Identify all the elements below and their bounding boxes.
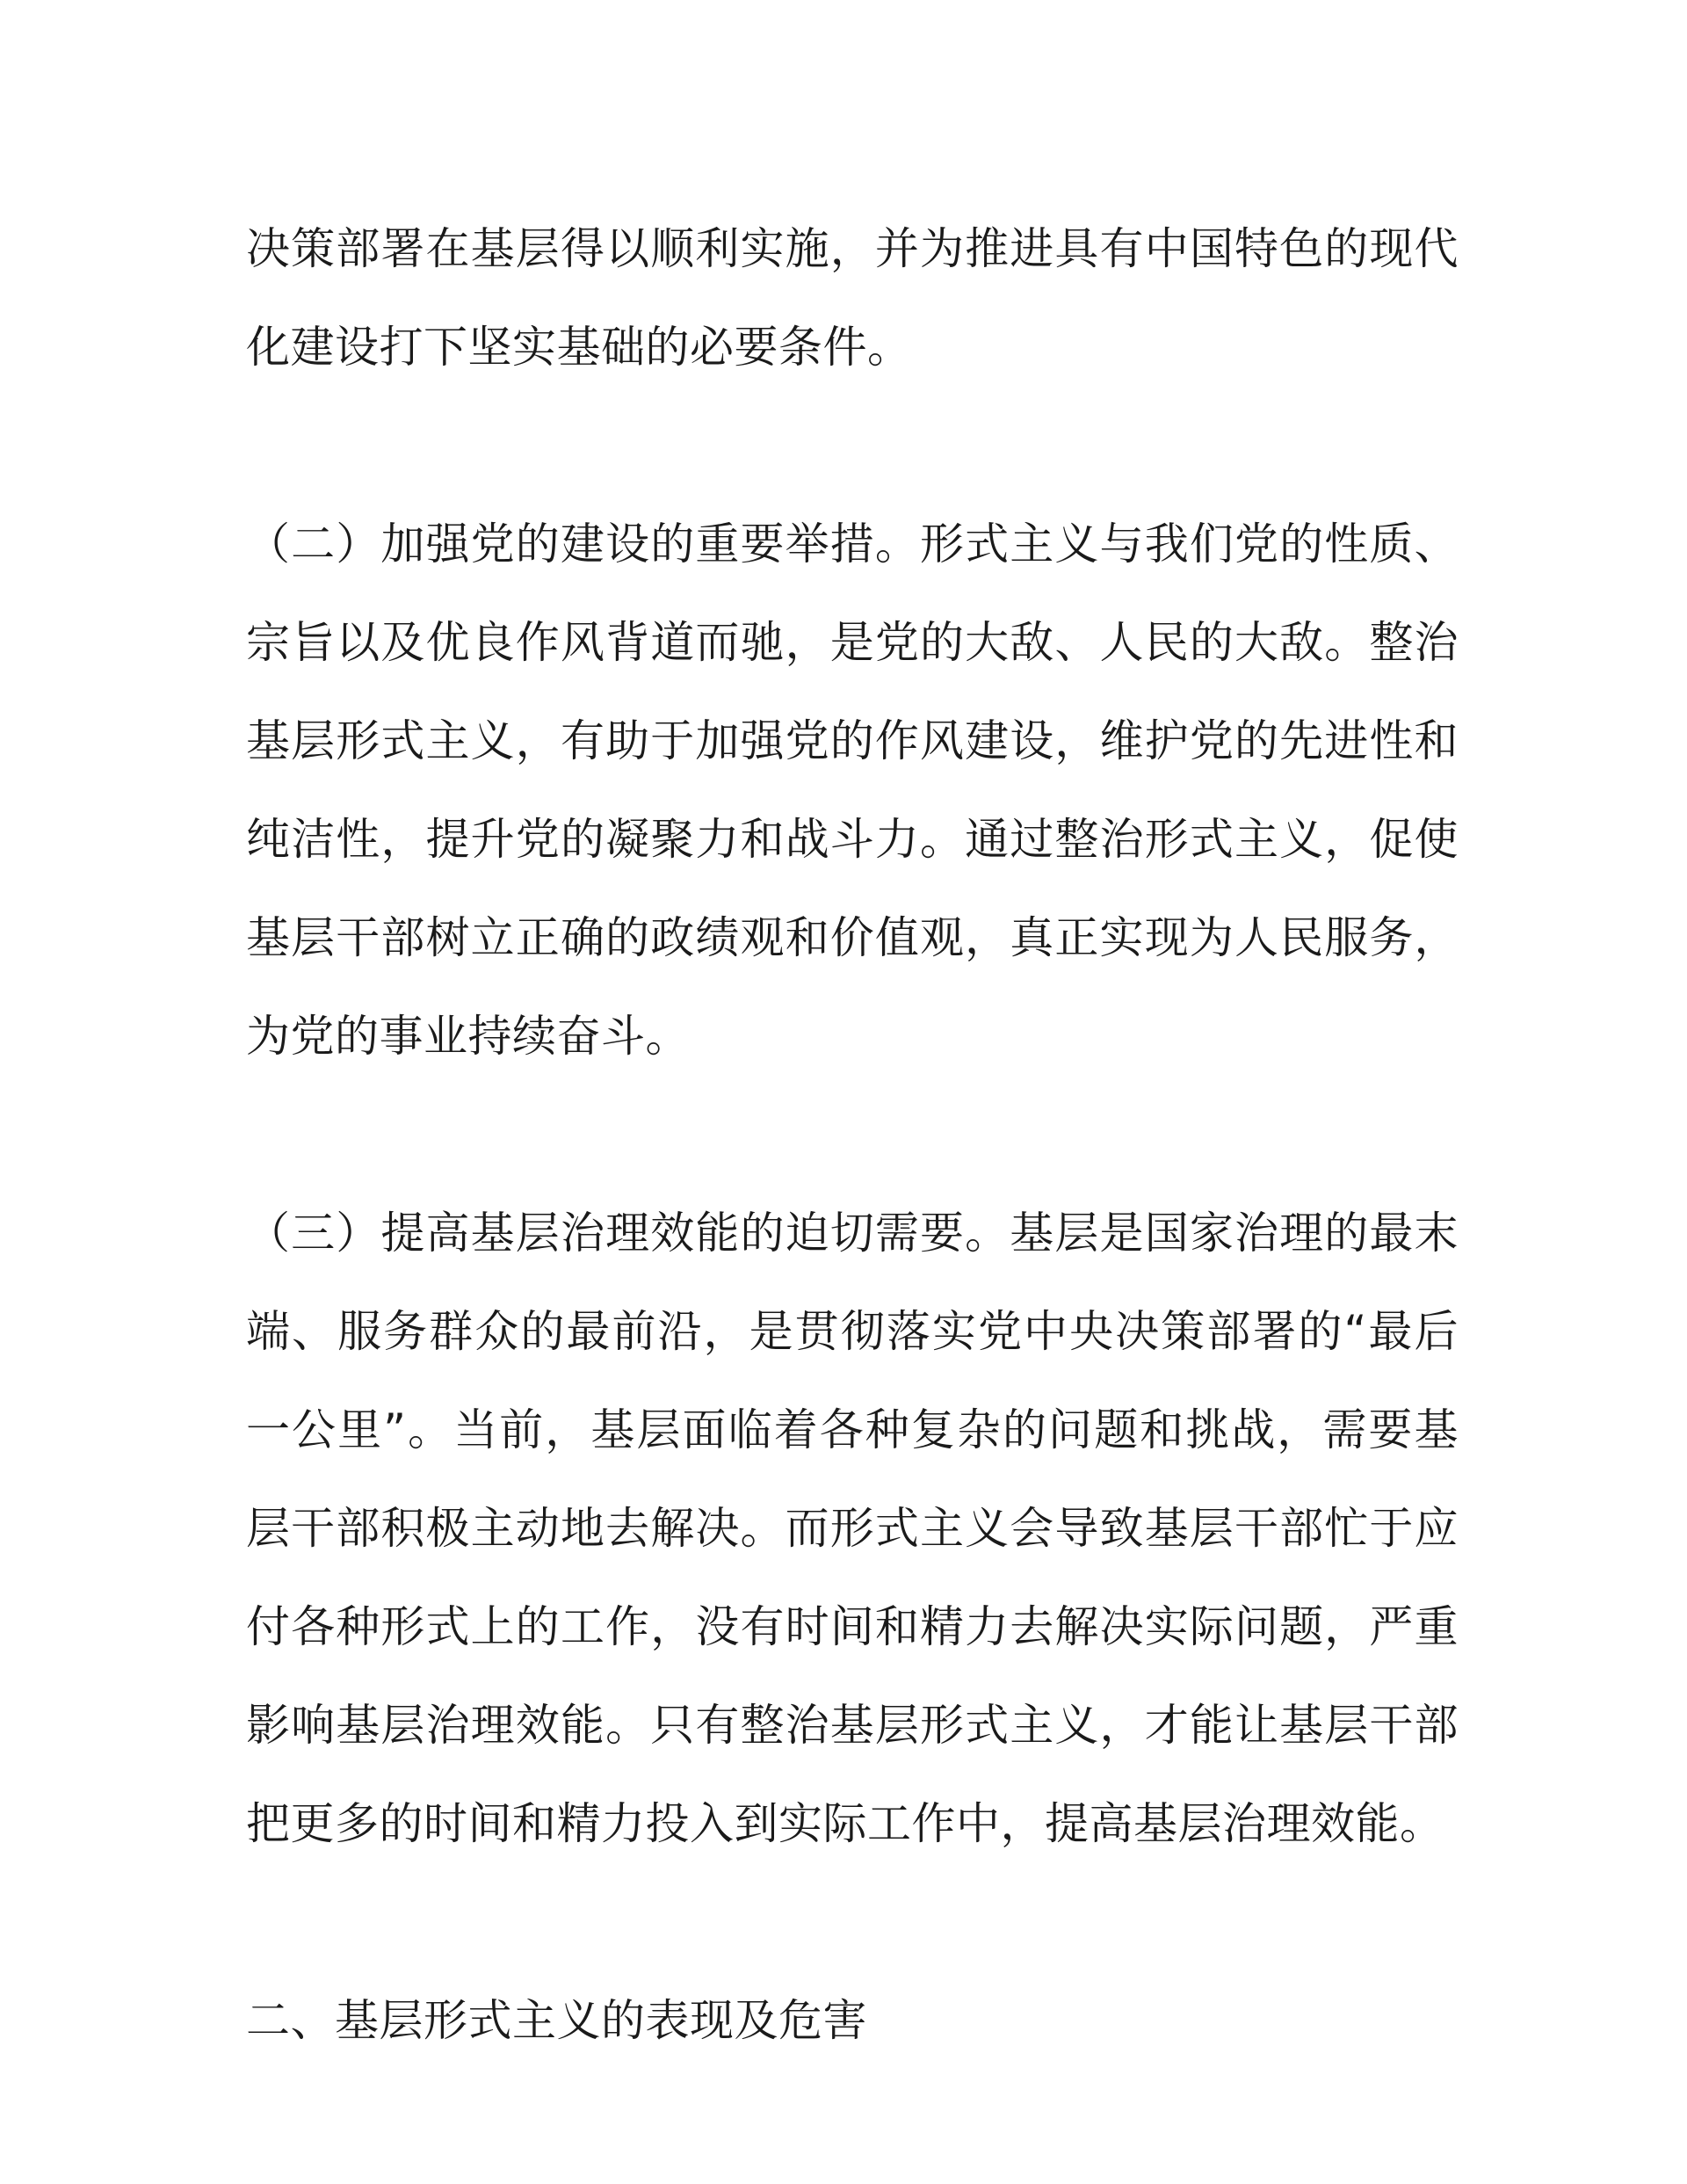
paragraph-party-building: （二）加强党的建设的重要举措。形式主义与我们党的性质、宗旨以及优良作风背道而驰，是党的大敌、人民的大敌。整治基层形式主义，有助于加强党的作风建设，维护党的先进性和纯洁性，提升党的凝聚力和战斗力。通过整治形式主义，促使基层干部树立正确的政绩观和价值观，真正实现为人民服务，为党的事业持续奋斗。 xyxy=(246,519,1459,1062)
paragraph-governance-efficiency: （三）提高基层治理效能的迫切需要。基层是国家治理的最末端、服务群众的最前沿，是贯彻落实党中央决策部署的“最后一公里”。当前，基层面临着各种复杂的问题和挑战，需要基层干部积极主动地去解决。而形式主义会导致基层干部忙于应付各种形式上的工作，没有时间和精力去解决实际问题，严重影响基层治理效能。只有整治基层形式主义，才能让基层干部把更多的时间和精力投入到实际工作中，提高基层治理效能。 xyxy=(246,1208,1459,1849)
section-heading: 二、基层形式主义的表现及危害 xyxy=(246,1995,867,2046)
paragraph-continuation: 决策部署在基层得以顺利实施，并为推进具有中国特色的现代化建设打下坚实基础的必要条件。 xyxy=(246,223,1459,373)
document-body xyxy=(246,200,1459,2070)
